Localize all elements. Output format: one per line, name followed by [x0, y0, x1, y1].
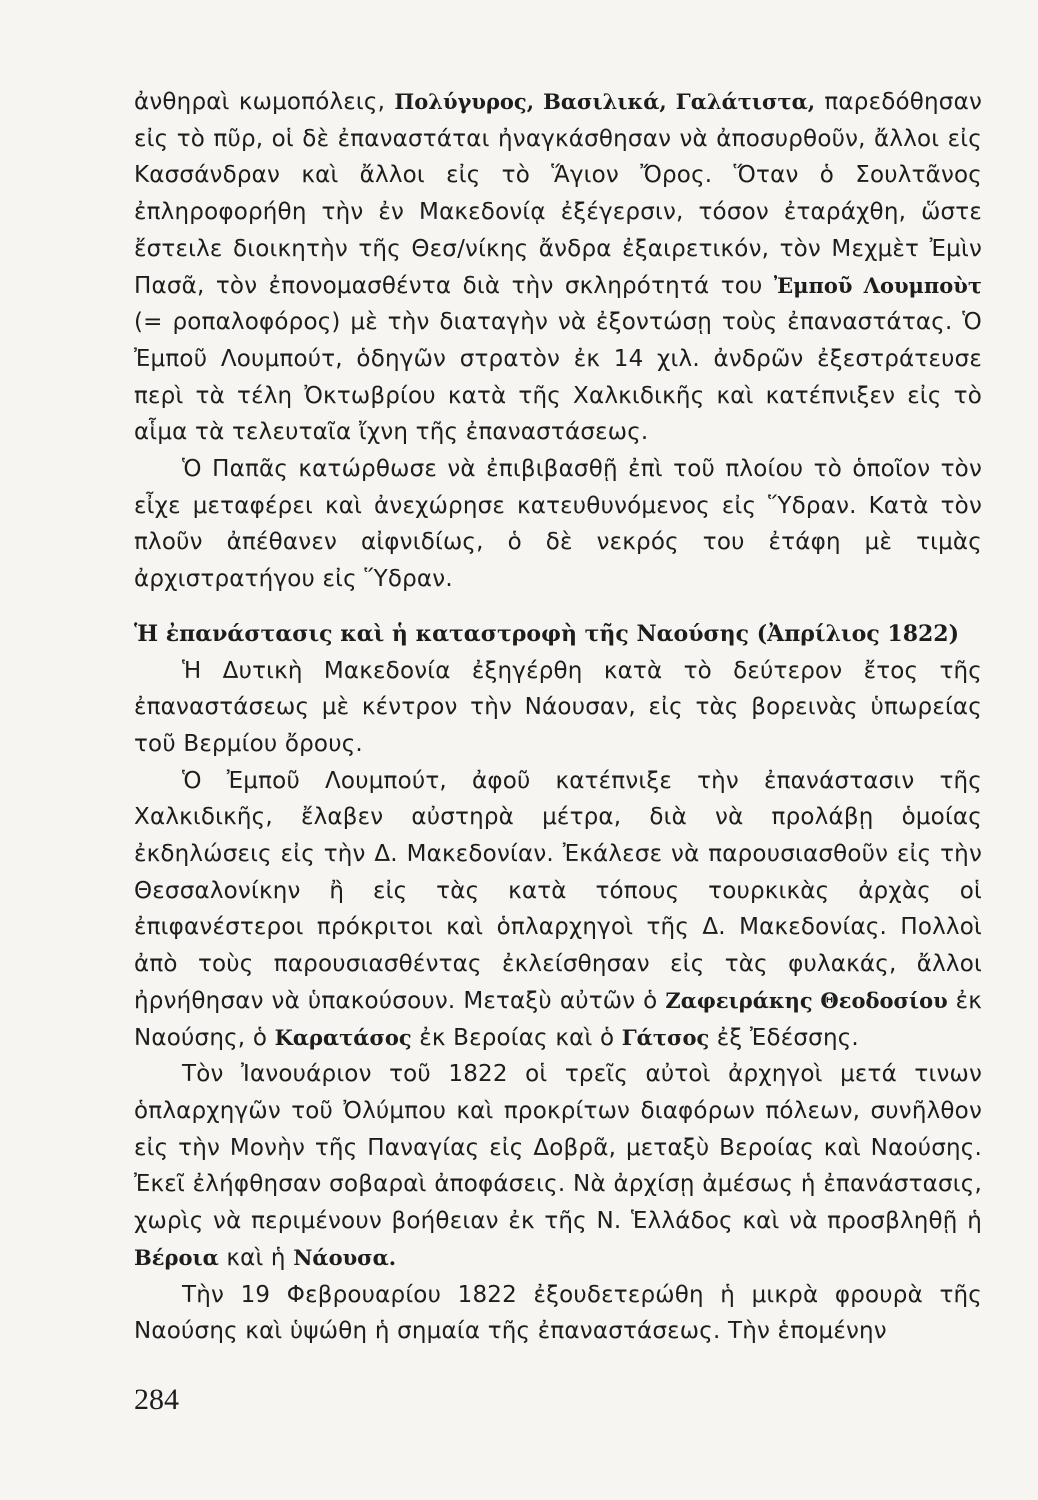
bold-name-veroia: Βέροια [134, 1244, 219, 1270]
paragraph-1: ἀνθηραὶ κωμοπόλεις, Πολύγυρος, Βασιλικά, Γαλάτιστα, παρεδόθησαν εἰς τὸ πῦρ, οἱ δὲ ἐπαναστάται ἠναγκάσθησαν νὰ ἀποσυρθοῦν, ἄλλοι εἰς Κασσάνδραν καὶ ἄλλοι εἰς τὸ Ἅγιον Ὄρος. Ὅταν ὁ Σουλτᾶνος ἐπληροφορήθη τὴν ἐν Μακεδονίᾳ ἐξέγερσιν, τόσον ἐταράχθη, ὥστε ἔστειλε διοικητὴν τῆς Θεσ/νίκης ἄνδρα ἐξαιρετικόν, τὸν Μεχμὲτ Ἐμὶν Πασᾶ, τὸν ἐπονομασθέντα διὰ τὴν σκληρότητά του Ἐμποῦ Λουμποὺτ (= ροπαλοφόρος) μὲ τὴν διαταγὴν νὰ ἐξοντώσῃ τοὺς ἐπαναστάτας. Ὁ Ἐμποῦ Λουμπούτ, ὁδηγῶν στρατὸν ἐκ 14 χιλ. ἀνδρῶν ἐξεστράτευσε περὶ τὰ τέλη Ὀκτωβρίου κατὰ τῆς Χαλκιδικῆς καὶ κατέπνιξεν εἰς τὸ αἷμα τὰ τελευταῖα ἴχνη τῆς ἐπαναστάσεως. [134, 89, 982, 446]
bold-name-gatsos: Γάτσος [621, 1024, 710, 1050]
bold-place-names: Πολύγυρος, Βασιλικά, Γαλάτιστα, [394, 89, 816, 114]
paragraph-4: Ὁ Ἐμποῦ Λουμπούτ, ἀφοῦ κατέπνιξε τὴν ἐπανάστασιν τῆς Χαλκιδικῆς, ἔλαβεν αὐστηρὰ μέτρα, διὰ νὰ προλάβῃ ὁμοίας ἐκδηλώσεις εἰς τὴν Δ. Μακεδονίαν. Ἐκάλεσε νὰ παρουσιασθοῦν εἰς τὴν Θεσσαλονίκην ἢ εἰς τὰς κατὰ τόπους τουρκικὰς ἀρχὰς οἱ ἐπιφανέστεροι πρόκριτοι καὶ ὁπλαρχηγοὶ τῆς Δ. Μακεδονίας. Πολλοὶ ἀπὸ τοὺς παρουσιασθέντας ἐκλείσθησαν εἰς τὰς φυλακάς, ἄλλοι ἠρνήθησαν νὰ ὑπακούσουν. Μεταξὺ αὐτῶν ὁ Ζαφειράκης Θεοδοσίου ἐκ Ναούσης, ὁ Καρατάσος ἐκ Βεροίας καὶ ὁ Γάτσος ἐξ Ἐδέσσης. [134, 767, 983, 1051]
paragraph-5: Τὸν Ἰανουάριον τοῦ 1822 οἱ τρεῖς αὐτοὶ ἀρχηγοὶ μετά τινων ὁπλαρχηγῶν τοῦ Ὀλύμπου καὶ προκρίτων διαφόρων πόλεων, συνῆλθον εἰς τὴν Μονὴν τῆς Παναγίας εἰς Δοβρᾶ, μεταξὺ Βεροίας καὶ Ναούσης. Ἐκεῖ ἐλήφθησαν σοβαραὶ ἀποφάσεις. Νὰ ἀρχίσῃ ἀμέσως ἡ ἐπανάστασις, χωρὶς νὰ περιμένουν βοήθειαν ἐκ τῆς Ν. Ἑλλάδος καὶ νὰ προσβληθῇ ἡ Βέροια καὶ ἡ Νάουσα. [134, 1061, 982, 1271]
bold-name-zafeirakis: Ζαφειράκης Θεοδοσίου [665, 987, 948, 1013]
bold-name-empou-loumpout: Ἐμποῦ Λουμποὺτ [773, 272, 982, 298]
page-body [134, 84, 982, 1350]
bold-name-naousa: Νάουσα. [293, 1244, 397, 1270]
paragraph-3: Ἡ Δυτικὴ Μακεδονία ἐξηγέρθη κατὰ τὸ δεύτερον ἔτος τῆς ἐπαναστάσεως μὲ κέντρον τὴν Νάουσαν, εἰς τὰς βορεινὰς ὑπωρείας τοῦ Βερμίου ὄρους. [134, 657, 982, 757]
section-heading: Ἡ ἐπανάστασις καὶ ἡ καταστροφὴ τῆς Ναούσης (Ἀπρίλιος 1822) [134, 620, 960, 647]
paragraph-2: Ὁ Παπᾶς κατώρθωσε νὰ ἐπιβιβασθῇ ἐπὶ τοῦ πλοίου τὸ ὁποῖον τὸν εἶχε μεταφέρει καὶ ἀνεχώρησε κατευθυνόμενος εἰς Ὕδραν. Κατὰ τὸν πλοῦν ἀπέθανεν αἰφνιδίως, ὁ δὲ νεκρός του ἐτάφη μὲ τιμὰς ἀρχιστρατήγου εἰς Ὕδραν. [134, 456, 982, 593]
bold-name-karatasos: Καρατάσος [274, 1024, 412, 1050]
paragraph-6: Τὴν 19 Φεβρουαρίου 1822 ἐξουδετερώθη ἡ μικρὰ φρουρὰ τῆς Ναούσης καὶ ὑψώθη ἡ σημαία τῆς ἐπαναστάσεως. Τὴν ἑπομένην [134, 1281, 982, 1345]
page-number: 284 [134, 1383, 179, 1416]
